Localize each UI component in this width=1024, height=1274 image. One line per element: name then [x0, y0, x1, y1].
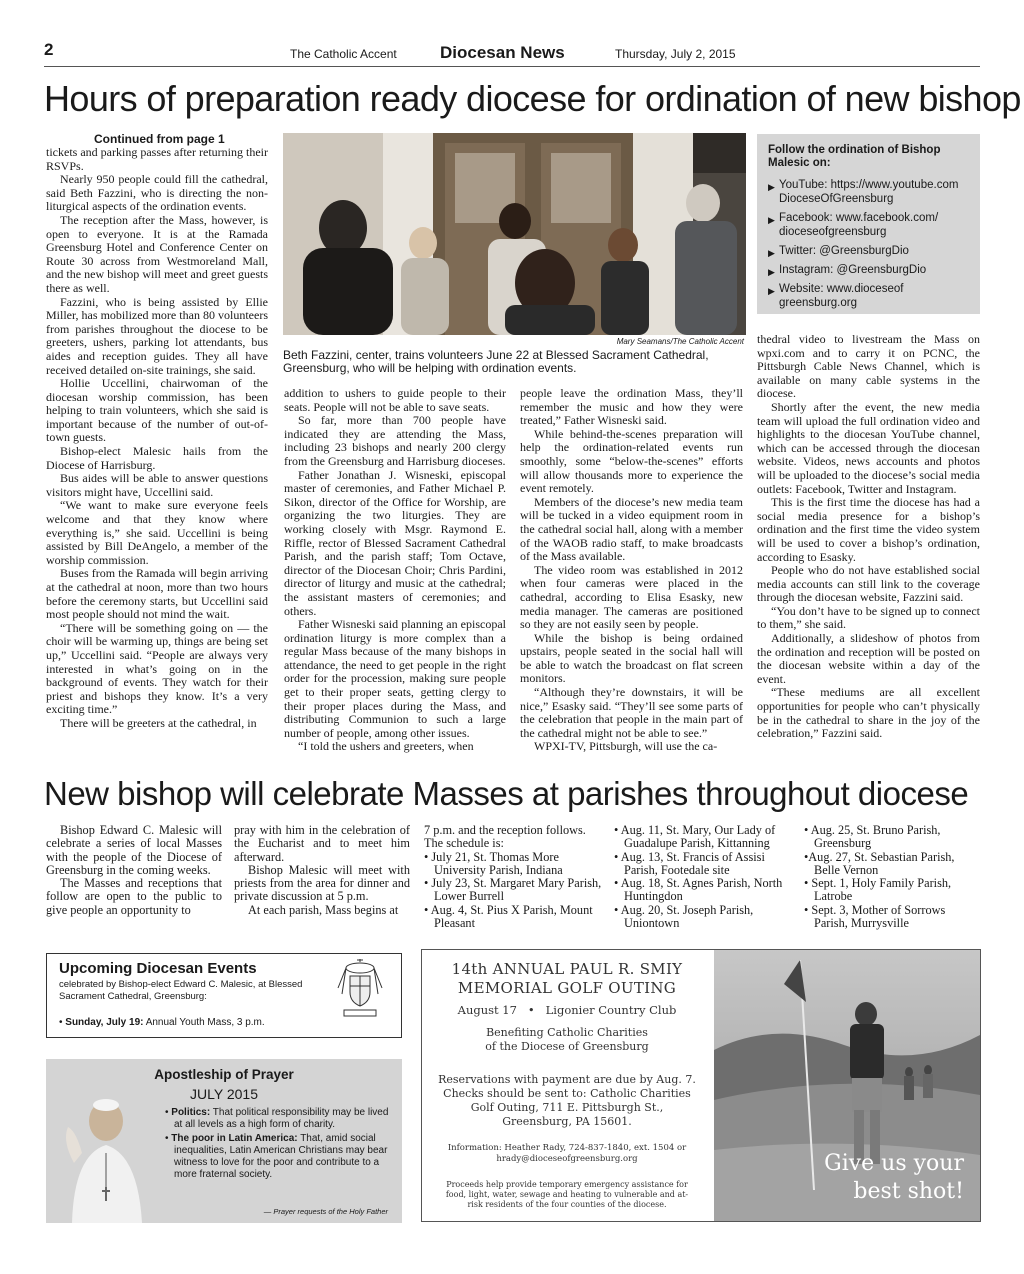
list-item: • Aug. 13, St. Francis of Assisi Parish, Footedale site: [614, 849, 765, 877]
main-story-column-4: [757, 333, 980, 741]
ad-contact-info: Information: Heather Rady, 724-837-1840, ext. 1504 or hrady@dioceseofgreensburg.org: [422, 1143, 712, 1165]
triangle-bullet-icon: ▶: [768, 182, 775, 192]
second-story-column-3: [424, 824, 604, 930]
list-item: • July 23, St. Margaret Mary Parish, Lower Burrell: [424, 876, 602, 904]
triangle-bullet-icon: ▶: [768, 248, 775, 258]
coat-of-arms-icon: [330, 958, 390, 1020]
continued-label: Continued from page 1: [94, 132, 225, 146]
golfer-photo: [714, 950, 980, 1221]
paragraph: “These mediums are all excellent opportunities for people who can’t physically be in the cathedral to share in the joy of the celebration,” Fazzini said.: [757, 685, 980, 741]
paragraph: The Masses and receptions that follow are open to the public to give people an opportunity to: [46, 876, 222, 917]
ad-proceeds-note: Proceeds help provide temporary emergency assistance for food, light, water, sewage and heating to vulnerable and at-risk residents of the four counties of the diocese.: [445, 1180, 689, 1209]
paragraph: Additionally, a slideshow of photos from the ordination and reception will be posted on the diocesan website within a day of the event.: [757, 631, 980, 686]
list-item: •Aug. 27, St. Sebastian Parish, Belle Vernon: [804, 849, 955, 877]
paragraph: “There will be something going on — the choir will be warming up, things are being set up,” Uccellini said. “People are always very interested in what’s going on in the background of events. They watch for their priest and bishops they know. It’s a very exciting time.”: [46, 620, 268, 717]
paragraph: While the bishop is being ordained upstairs, people seated in the social hall will be able to watch the broadcast on flat screen monitors.: [520, 630, 743, 686]
event-date: Sunday, July 19:: [65, 1017, 144, 1028]
list-item: • Aug. 11, St. Mary, Our Lady of Guadalupe Parish, Kittanning: [614, 823, 776, 851]
list-item: • Aug. 25, St. Bruno Parish, Greensburg: [804, 823, 941, 851]
prayer-intentions-list: [164, 1107, 392, 1183]
youtube-link[interactable]: ▶ YouTube: https://www.youtube.com DioceseOfGreensburg: [768, 179, 959, 205]
list-item: • The poor in Latin America: That, amid social inequalities, Latin American Christians may bear witness to love for the poor and contribute to a more fraternal society.: [165, 1133, 388, 1180]
follow-box-title: Follow the ordination of Bishop Malesic on:: [768, 144, 941, 169]
paragraph: tickets and parking passes after returning their RSVPs.: [46, 145, 268, 173]
schedule-list: [424, 851, 604, 931]
list-item: • Sept. 1, Holy Family Parish, Latrobe: [804, 876, 952, 904]
events-title: Upcoming Diocesan Events: [59, 960, 257, 977]
photo-caption: Beth Fazzini, center, trains volunteers June 22 at Blessed Sacrament Cathedral, Greensburg, who will be helping with ordination events.: [283, 348, 709, 376]
events-subtitle: celebrated by Bishop-elect Edward C. Malesic, at Blessed Sacrament Cathedral, Greensburg:: [59, 979, 303, 1002]
photo-credit: Mary Seamans/The Catholic Accent: [616, 337, 744, 346]
paragraph: WPXI-TV, Pittsburgh, will use the ca-: [534, 739, 718, 754]
publication-name: The Catholic Accent: [290, 47, 397, 61]
paragraph: Members of the diocese’s new media team will be tucked in a video equipment room in the cathedral social hall, along with a member of the WAOB radio staff, to make broadcasts of the Mass available.: [520, 494, 743, 564]
main-story-column-2: [284, 387, 506, 754]
golf-outing-advertisement: [421, 949, 981, 1222]
ad-date-location: August 17 • Ligonier Country Club: [457, 1003, 677, 1017]
paragraph: There will be greeters at the cathedral, in: [60, 715, 257, 730]
list-item: • July 21, St. Thomas More University Parish, Indiana: [424, 849, 563, 877]
main-story-column-1: [46, 133, 268, 731]
second-story-column-5: [804, 824, 980, 930]
ad-beneficiary: Benefiting Catholic Charities of the Diocese of Greensburg: [485, 1026, 649, 1053]
event-item: • Sunday, July 19: Annual Youth Mass, 3 p.m.: [59, 1017, 265, 1028]
paragraph: The video room was established in 2012 when four cameras were placed in the cathedral, according to Elisa Esasky, new media manager. The cameras are positioned so they are not easily seen by people.: [520, 562, 743, 632]
second-story-column-1: [46, 824, 222, 917]
page-number: 2: [44, 40, 54, 59]
ad-text-panel: [422, 950, 712, 1221]
paragraph: “I told the ushers and greeters, when: [298, 739, 474, 754]
paragraph: “You don’t have to be signed up to connect to them,” she said.: [757, 603, 980, 632]
follow-links-list: [768, 178, 969, 310]
paragraph: “Although they’re downstairs, it will be nice,” Esasky said. “They’ll see some parts of the celebration that people in the main part of the cathedral might not be able to see.”: [520, 685, 743, 740]
list-item: • Sept. 3, Mother of Sorrows Parish, Murrysville: [804, 902, 946, 931]
follow-ordination-box: [757, 134, 980, 314]
paragraph: So far, more than 700 people have indicated they are attending the Mass, including 23 bishops and nearly 200 clergy from the Greensburg and Harrisburg dioceses.: [284, 413, 506, 468]
paragraph: people leave the ordination Mass, they’ll remember the music and how they were treated,” Father Wisneski said.: [520, 386, 743, 428]
ad-slogan: Give us your best shot!: [824, 1151, 964, 1204]
ad-title: 14th ANNUAL PAUL R. SMIY MEMORIAL GOLF OUTING: [451, 960, 683, 997]
paragraph: People who do not have established social media accounts can still link to the coverage through the diocesan website, Fazzini said.: [757, 563, 980, 605]
masthead-rule: [44, 66, 980, 67]
list-item: • Aug. 20, St. Joseph Parish, Uniontown: [614, 902, 754, 931]
main-headline: Hours of preparation ready diocese for ordination of new bishop: [44, 78, 1021, 119]
second-story-column-4: [614, 824, 794, 930]
paragraph: Bishop-elect Malesic hails from the Diocese of Harrisburg.: [46, 444, 268, 472]
paragraph: Father Jonathan J. Wisneski, episcopal master of ceremonies, and Father Michael P. Sikon, director of the Office for Worship, are organizing the two liturgies. They are working closely with Msgr. Raymond E. Riffle, rector of Blessed Sacrament Cathedral Parish, and the parish staff; Tom Octave, director of the Diocesan Choir; Chris Pardini, director of liturgy and music at the cathedral; the assistant masters of ceremonies; and others.: [284, 467, 506, 618]
paragraph: Bishop Malesic will meet with priests from the area for dinner and private discussion at 5 p.m.: [234, 862, 410, 904]
schedule-list: [614, 824, 794, 930]
paragraph: Bus aides will be able to answer questions visitors might have, Uccellini said.: [46, 471, 268, 499]
list-item: • Politics: That political responsibility may be lived at all levels as a high form of charity.: [165, 1107, 389, 1130]
paragraph: Nearly 950 people could fill the cathedral, said Beth Fazzini, who is directing the non-liturgical aspects of the ordination events.: [46, 172, 268, 214]
paragraph: Shortly after the event, the new media team will upload the full ordination video and highlights to the diocesan YouTube channel, which can be accessed through the diocesan website. Videos, news accounts and photos will be uploaded to the diocese’s social media outlets: Facebook, Twitter and Instagram.: [757, 399, 980, 496]
second-story-column-2: [234, 824, 410, 917]
volunteer-training-photo: [283, 133, 746, 335]
ad-reservation-info: Reservations with payment are due by Aug. 7. Checks should be sent to: Catholic Charities Golf Outing, 711 E. Pittsburgh St., Greensburg, PA 15601.: [438, 1073, 696, 1128]
twitter-link[interactable]: ▶ Twitter: @GreensburgDio: [768, 245, 909, 258]
main-story-column-3: [520, 387, 743, 754]
paragraph: The reception after the Mass, however, is open to everyone. It is at the Ramada Greensburg Hotel and Conference Center on Route 30 across from Westmoreland Mall, and the new bishop will meet and greet guests there as well.: [46, 212, 268, 295]
instagram-link[interactable]: ▶ Instagram: @GreensburgDio: [768, 264, 927, 277]
paragraph: pray with him in the celebration of the Eucharist and to meet him afterward.: [234, 823, 410, 864]
apostleship-prayer-box: [46, 1059, 402, 1223]
event-description: Annual Youth Mass, 3 p.m.: [143, 1017, 265, 1028]
prayer-month: JULY 2015: [190, 1086, 258, 1102]
triangle-bullet-icon: ▶: [768, 286, 775, 296]
paragraph: Buses from the Ramada will begin arriving at the cathedral at noon, more than two hours before the ceremony starts, but Uccellini said most people should not mind the wait.: [46, 566, 268, 622]
paragraph: At each parish, Mass begins at: [248, 902, 399, 917]
paragraph: addition to ushers to guide people to their seats. People will not be able to save seats.: [284, 386, 506, 414]
paragraph: 7 p.m. and the reception follows. The schedule is:: [424, 823, 586, 851]
section-name: Diocesan News: [440, 43, 565, 62]
paragraph: This is the first time the diocese has had a social media presence for a bishop’s ordination and the first time the video system will be used to cover a bishop’s ordination, according to Esasky.: [757, 495, 980, 564]
second-headline: New bishop will celebrate Masses at parishes throughout diocese: [44, 775, 969, 812]
contact-email-link[interactable]: hrady@dioceseofgreensburg.org: [496, 1154, 638, 1164]
facebook-link[interactable]: ▶ Facebook: www.facebook.com/ dioceseofgreensburg: [768, 212, 939, 238]
schedule-list: [804, 824, 980, 930]
paragraph: “We want to make sure everyone feels welcome and that they know where everything is,” she said. Uccellini is being assisted by Bill DeAngelo, a member of the worship commission.: [46, 498, 268, 567]
paragraph: Hollie Uccellini, chairwoman of the diocesan worship commission, has been helping to train volunteers, which she said is important because of the number of out-of-town guests.: [46, 376, 268, 445]
pope-photo: [54, 1083, 158, 1223]
paragraph: Bishop Edward C. Malesic will celebrate a series of local Masses with the people of the Diocese of Greensburg in the coming weeks.: [46, 823, 222, 877]
triangle-bullet-icon: ▶: [768, 215, 775, 225]
paragraph: Fazzini, who is being assisted by Ellie Miller, has mobilized more than 80 volunteers from parishes throughout the diocese to be greeters, ushers, parking lot attendants, bus aides and reception guides. They all have received detailed on-site trainings, she said.: [46, 294, 268, 377]
website-link[interactable]: ▶ Website: www.dioceseof greensburg.org: [768, 283, 904, 309]
prayer-title: Apostleship of Prayer: [154, 1067, 294, 1082]
prayer-attribution: — Prayer requests of the Holy Father: [263, 1207, 388, 1216]
issue-date: Thursday, July 2, 2015: [615, 47, 736, 61]
paragraph: While behind-the-scenes preparation will help the ordination-related events run smoothly, some “below-the-scenes” efforts will allow thousands more to experience the event remotely.: [520, 426, 743, 496]
list-item: • Aug. 18, St. Agnes Parish, North Huntingdon: [614, 876, 783, 904]
list-item: • Aug. 4, St. Pius X Parish, Mount Pleasant: [424, 902, 593, 931]
triangle-bullet-icon: ▶: [768, 267, 775, 277]
paragraph: Father Wisneski said planning an episcopal ordination liturgy is more complex than a regular Mass because of the many bishops in attendance, the need to get people in the right order for the procession, making sure people get to their proper seats, getting clergy to their proper places during the Mass, and distributing Communion to such a large number of people, among other issues.: [284, 617, 506, 740]
paragraph: thedral video to livestream the Mass on wpxi.com and to carry it on PCNC, the Pittsburgh Cable News Channel, which is available on many cable systems in the diocese.: [757, 332, 980, 401]
